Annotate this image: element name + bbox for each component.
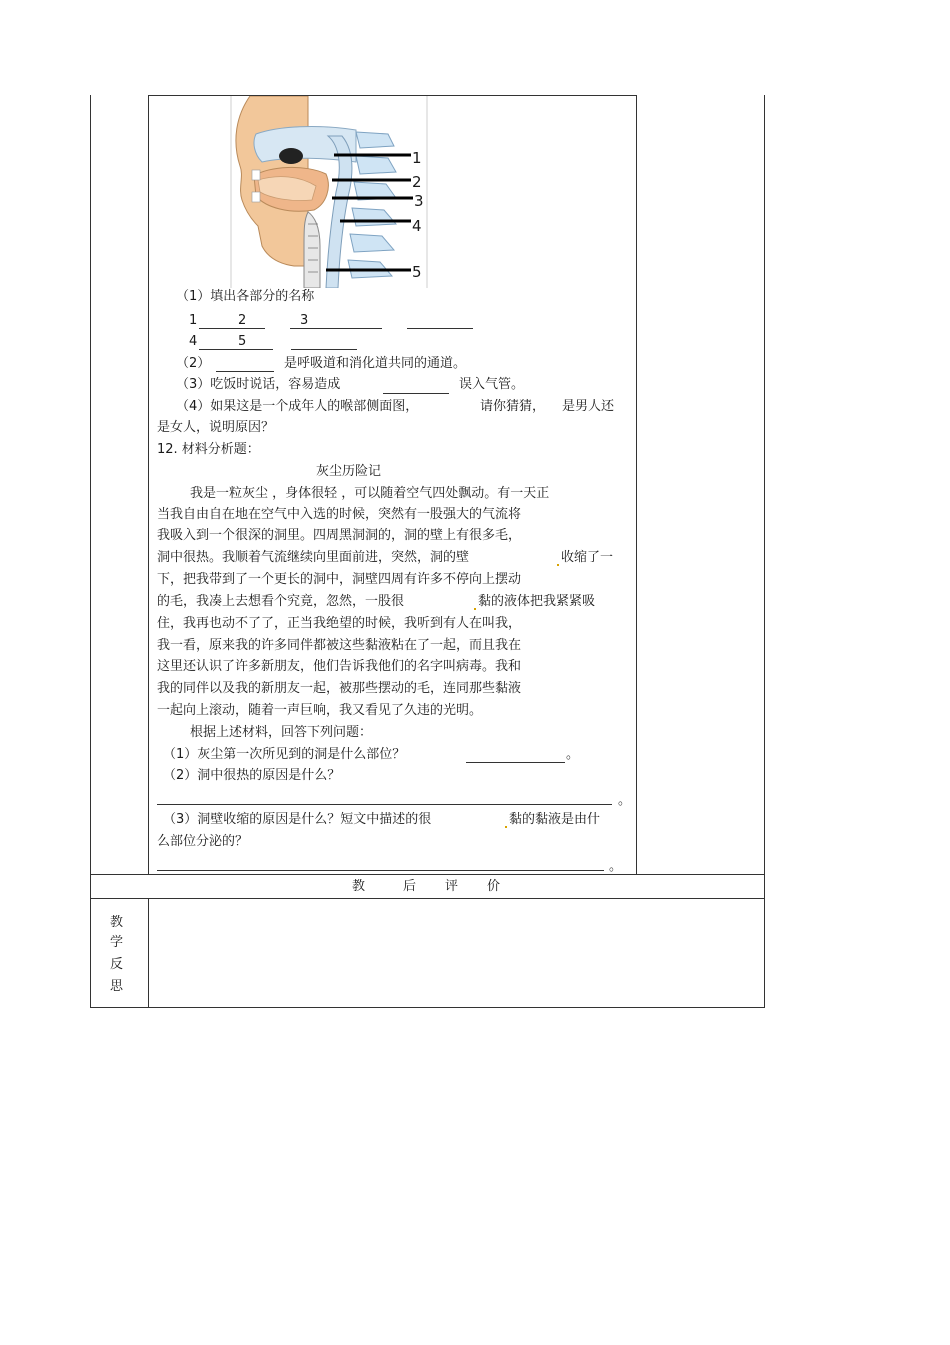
- subquestion-3-a: （3）洞壁收缩的原因是什么？短文中描述的很: [163, 812, 432, 827]
- throat-anatomy-diagram: [228, 96, 430, 288]
- story-line: 收缩了一: [561, 550, 614, 565]
- fill-label-4: 4: [189, 334, 198, 349]
- highlight-dot: [557, 564, 559, 566]
- question-4-line1-a: （4）如果这是一个成年人的喉部侧面图，: [176, 399, 419, 414]
- subquestion-3-b: 黏的黏液是由什: [509, 812, 601, 827]
- table-bottom-border: [90, 1007, 765, 1008]
- subquestion-1: （1）灰尘第一次所见到的洞是什么部位？: [163, 747, 406, 762]
- reflection-column-divider: [148, 898, 149, 1008]
- diagram-label-3: 3: [414, 192, 424, 210]
- story-line: 我的同伴以及我的新朋友一起，被那些摆动的毛，连同那些黏液: [157, 681, 522, 696]
- subquestion-2: （2）洞中很热的原因是什么？: [163, 768, 341, 783]
- question-4-line1-b: 请你猜猜，: [480, 399, 546, 414]
- diagram-label-1: 1: [412, 149, 422, 167]
- period-sq3: 。: [609, 859, 623, 874]
- story-line: 的毛，我凑上去想看个究竟，忽然，一股很: [157, 594, 405, 609]
- story-line: 下，把我带到了一个更长的洞中，洞壁四周有许多不停向上摆动: [157, 572, 522, 587]
- answer-blank-sq3: [157, 870, 604, 871]
- diagram-label-4: 4: [412, 217, 422, 235]
- story-line: 我一看，原来我的许多同伴都被这些黏液粘在了一起，而且我在: [157, 638, 522, 653]
- fill-label-1: 1: [189, 313, 198, 328]
- story-title: 灰尘历险记: [316, 464, 382, 479]
- period-sq1: 。: [566, 747, 580, 762]
- story-line: 这里还认识了许多新朋友，他们告诉我他们的名字叫病毒。我和: [157, 659, 522, 674]
- period-sq2: 。: [618, 793, 632, 808]
- evaluation-char: 教: [352, 879, 366, 894]
- question-4-line2: 是女人，说明原因？: [157, 420, 275, 435]
- fill-label-5: 5: [238, 334, 247, 349]
- question-2-prefix: （2）: [176, 356, 211, 371]
- story-line: 住，我再也动不了了，正当我绝望的时候，我听到有人在叫我，: [157, 616, 522, 631]
- subquestion-3-c: 么部位分泌的？: [157, 834, 249, 849]
- reflection-char: 反: [110, 957, 124, 972]
- diagram-label-5: 5: [412, 263, 422, 281]
- table-row-divider-1: [90, 874, 765, 875]
- story-line: 当我自由自在地在空气中入选的时候，突然有一股强大的气流将: [157, 507, 522, 522]
- answer-blank-5: [291, 349, 357, 350]
- story-line: 一起向上滚动，随着一声巨响，我又看见了久违的光明。: [157, 703, 483, 718]
- reflection-char: 思: [110, 979, 124, 994]
- answer-blank-3: [407, 328, 473, 329]
- evaluation-char: 评: [445, 879, 459, 894]
- reflection-char: 学: [110, 935, 124, 950]
- highlight-dot: [505, 826, 507, 828]
- inner-box-left-border: [148, 95, 149, 875]
- fill-label-2: 2: [238, 313, 247, 328]
- answer-blank-1: [199, 328, 265, 329]
- story-line: 我吸入到一个很深的洞里。四周黑洞洞的，洞的壁上有很多毛，: [157, 528, 522, 543]
- answer-blank-2: [290, 328, 382, 329]
- diagram-label-2: 2: [412, 173, 422, 191]
- material-heading: 12. 材料分析题：: [157, 442, 260, 457]
- analysis-prompt: 根据上述材料，回答下列问题：: [190, 725, 373, 740]
- evaluation-char: 价: [487, 879, 501, 894]
- inner-box-right-border: [636, 95, 637, 875]
- answer-blank-q3: [383, 393, 449, 394]
- answer-blank-q2: [216, 371, 274, 372]
- story-line: 洞中很热。我顺着气流继续向里面前进，突然，洞的壁: [157, 550, 470, 565]
- outer-table-left-border: [90, 95, 91, 1008]
- story-line: 我是一粒灰尘 ，身体很轻 ，可以随着空气四处飘动。有一天正: [190, 486, 550, 501]
- table-row-divider-2: [90, 898, 765, 899]
- outer-table-right-border: [764, 95, 765, 1008]
- question-3-prefix: （3）吃饭时说话，容易造成: [176, 377, 341, 392]
- question-2-suffix: 是呼吸道和消化道共同的通道。: [284, 356, 467, 371]
- evaluation-char: 后: [403, 879, 417, 894]
- question-4-line1-c: 是男人还: [562, 399, 615, 414]
- answer-blank-sq2: [157, 804, 612, 805]
- story-line: 黏的液体把我紧紧吸: [478, 594, 596, 609]
- fill-label-3: 3: [300, 313, 309, 328]
- answer-blank-4: [199, 349, 273, 350]
- answer-blank-sq1: [466, 762, 565, 763]
- question-1-text: （1）填出各部分的名称: [176, 289, 315, 304]
- question-3-suffix: 误入气管。: [459, 377, 525, 392]
- highlight-dot: [474, 608, 476, 610]
- reflection-char: 教: [110, 915, 124, 930]
